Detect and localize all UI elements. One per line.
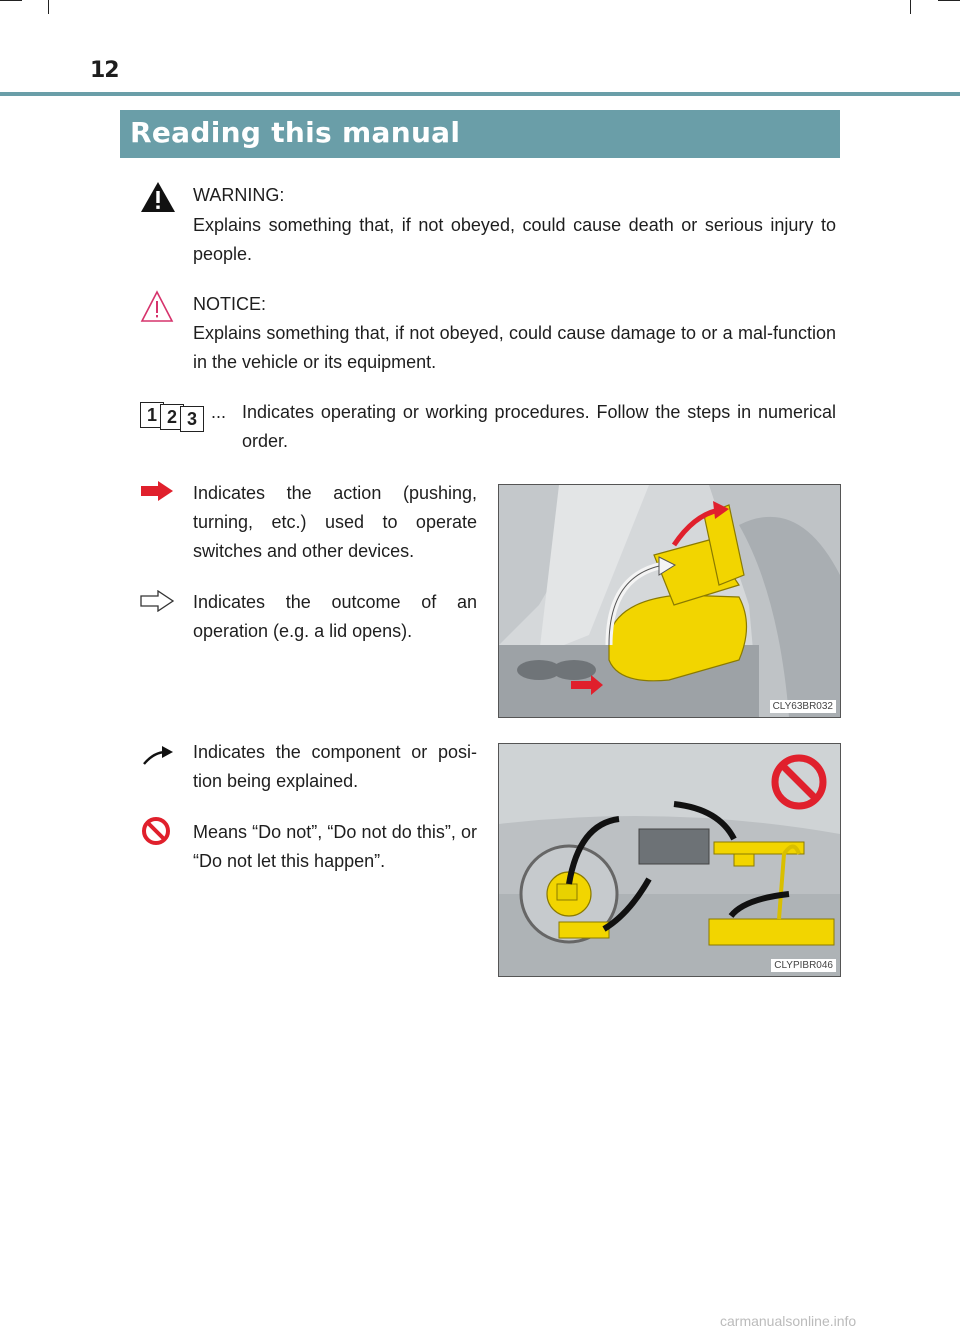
section-header [120, 110, 840, 158]
console-lid-figure [498, 484, 841, 718]
red-arrow-icon [140, 480, 174, 502]
warning-text: Explains something that, if not obeyed, could cause death or serious injury to people. [193, 215, 836, 264]
prohibit-text: Means “Do not”, “Do not do this”, or “Do not let this happen”. [193, 822, 477, 871]
notice-label: NOTICE: [193, 294, 267, 314]
outline-arrow-icon [140, 590, 174, 612]
action-text: Indicates the action (pushing, turning, etc.) used to operate switches and other devices. [193, 483, 477, 561]
warning-label: WARNING: [193, 185, 285, 205]
numbered-steps-icon [140, 400, 210, 432]
pointer-arrow-icon [140, 744, 174, 768]
figure-code: CLYPIBR046 [771, 959, 836, 972]
dashboard-figure [498, 743, 841, 977]
crop-mark [48, 0, 49, 14]
notice-text: Explains something that, if not obeyed, could cause damage to or a mal-function in the vehicle or its equipment. [193, 323, 836, 372]
outcome-text: Indicates the outcome of an operation (e.g. a lid opens). [193, 592, 477, 641]
step-two-box: 2 [160, 404, 184, 430]
steps-text: Indicates operating or working procedures. Follow the steps in numerical order. [242, 402, 836, 451]
figure-code: CLY63BR032 [770, 700, 836, 713]
warning-triangle-icon [140, 181, 176, 213]
steps-dots: ... [211, 402, 227, 422]
step-one-box: 1 [140, 402, 164, 428]
prohibition-icon [141, 816, 171, 846]
crop-mark [910, 0, 911, 14]
watermark: carmanualsonline.info [720, 1313, 857, 1329]
crop-mark [938, 0, 960, 1]
console-illustration [499, 485, 840, 717]
step-three-box: 3 [180, 406, 204, 432]
crop-mark [0, 0, 22, 1]
page-number: 12 [90, 58, 119, 83]
header-rule [0, 92, 960, 96]
notice-triangle-icon [140, 290, 174, 324]
dashboard-illustration [499, 744, 840, 976]
section-title: Reading this manual [130, 116, 461, 149]
component-text: Indicates the component or posi-tion being explained. [193, 742, 477, 791]
